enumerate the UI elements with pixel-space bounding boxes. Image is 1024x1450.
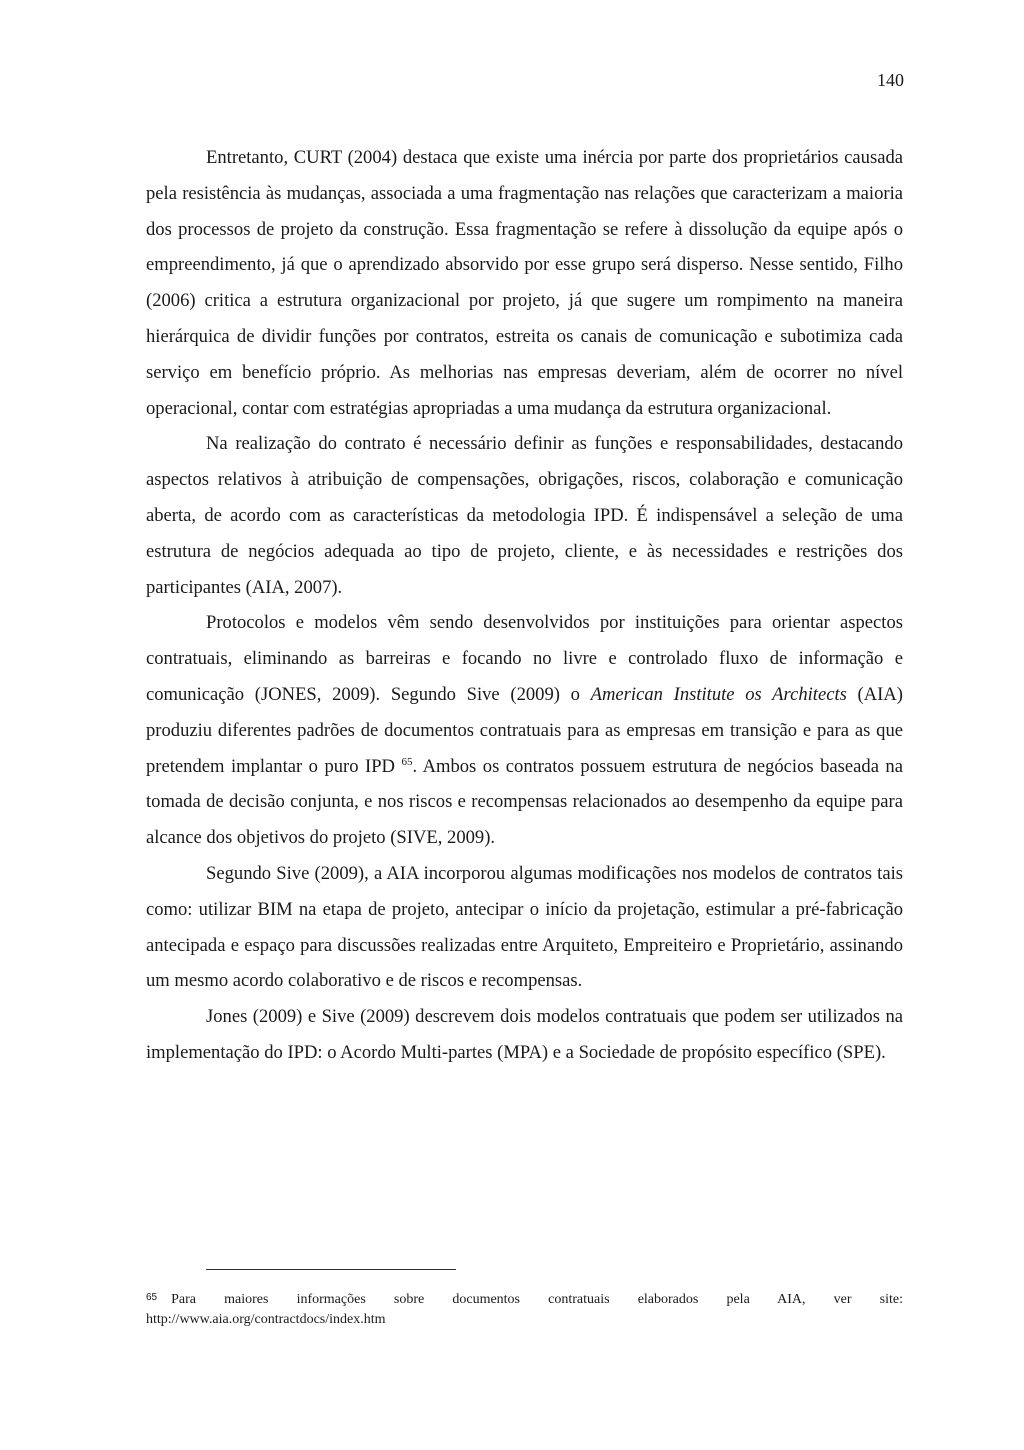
paragraph: Segundo Sive (2009), a AIA incorporou algumas modificações nos modelos de contratos tais como: utilizar BIM na etapa de projeto, antecipar o início da projetação, estimular a pré-fabricação antecipada e espaço para discussões realizadas entre Arquiteto, Empreiteiro e Proprietário, assinando um mesmo acordo colaborativo e de riscos e recompensas. bbox=[146, 862, 903, 992]
footnote-number: 65 bbox=[146, 1292, 158, 1303]
paragraph-text: Protocolos e modelos vêm sendo desenvolvidos por instituições para orientar aspectos contratuais, eliminando as barreiras e focando no livre e controlado fluxo de informação e comunicação (JONES, 2009). Segundo Sive (2009) o bbox=[146, 612, 903, 705]
paragraph: Na realização do contrato é necessário definir as funções e responsabilidades, destacando aspectos relativos à atribuição de compensações, obrigações, riscos, colaboração e comunicação aberta, de acordo com as características da metodologia IPD. É indispensável a seleção de uma estrutura de negócios adequada ao tipo de projeto, cliente, e às necessidades e restrições dos participantes (AIA, 2007). bbox=[146, 433, 903, 598]
footnote-line bbox=[146, 1290, 903, 1310]
footnote-text: Para maiores informações sobre documentos contratuais elaborados pela AIA, ver site: bbox=[171, 1292, 903, 1307]
footnote-separator bbox=[206, 1269, 456, 1270]
page-number: 140 bbox=[877, 70, 904, 90]
footnote bbox=[146, 1290, 903, 1330]
institution-name-italic: American Institute os Architects bbox=[590, 683, 847, 705]
footnote-url[interactable]: http://www.aia.org/contractdocs/index.htm bbox=[146, 1312, 386, 1327]
paragraph: Jones (2009) e Sive (2009) descrevem dois modelos contratuais que podem ser utilizados na implementação do IPD: o Acordo Multi-partes (MPA) e a Sociedade de propósito específico (SPE). bbox=[146, 1006, 903, 1063]
paragraph: Entretanto, CURT (2004) destaca que existe uma inércia por parte dos proprietários causada pela resistência às mudanças, associada a uma fragmentação nas relações que caracterizam a maioria dos processos de projeto da construção. Essa fragmentação se refere à dissolução da equipe após o empreendimento, já que o aprendizado absorvido por esse grupo será disperso. Nesse sentido, Filho (2006) critica a estrutura organizacional por projeto, já que sugere um rompimento na maneira hierárquica de dividir funções por contratos, estreita os canais de comunicação e subotimiza cada serviço em benefício próprio. As melhorias nas empresas deveriam, além de ocorrer no nível operacional, contar com estratégias apropriadas a uma mudança da estrutura organizacional. bbox=[146, 147, 903, 419]
paragraph-text: (AIA) produziu diferentes padrões de documentos contratuais para as empresas em transição e para as que pretendem implantar o puro IPD bbox=[146, 683, 903, 777]
body-text bbox=[146, 140, 903, 1071]
footnote-reference[interactable]: 65 bbox=[401, 755, 413, 768]
paragraph-text: . Ambos os contratos possuem estrutura de negócios baseada na tomada de decisão conjunta, e nos riscos e recompensas relacionados ao desempenho da equipe para alcance dos objetivos do projeto (SIVE, 2009). bbox=[146, 755, 903, 849]
paragraph bbox=[146, 605, 903, 856]
